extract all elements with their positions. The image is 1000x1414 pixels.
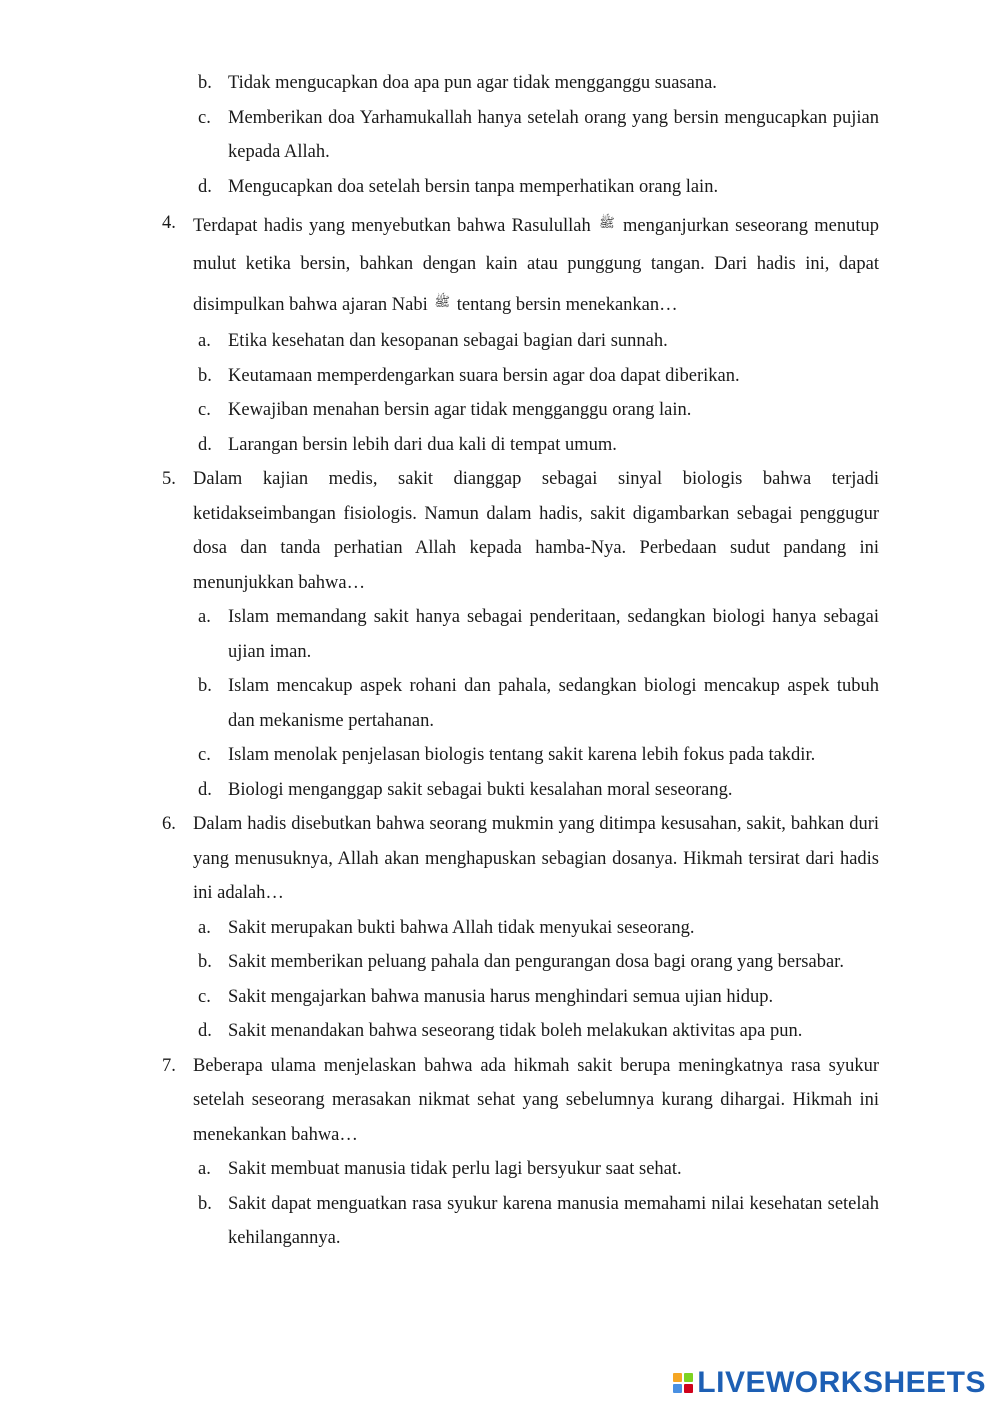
option-text: Islam menolak penjelasan biologis tentang sakit karena lebih fokus pada takdir.	[228, 745, 816, 765]
question-text: Terdapat hadis yang menyebutkan bahwa Rasulullah $^ﷺ$ menganjurkan seseorang menutup mulut ketika bersin, bahkan dengan kain atau punggung tangan. Dari hadis ini, dapat disimpulkan bahwa ajaran Nabi $^ﷺ$ tentang bersin menekankan…	[193, 215, 880, 315]
option-a	[193, 324, 879, 359]
option-label: d.	[198, 779, 212, 800]
question-text: Beberapa ulama menjelaskan bahwa ada hikmah sakit berupa meningkatnya rasa syukur setelah seseorang merasakan nikmat sehat yang sebelumnya kurang dihargai. Hikmah ini menekankan bahwa…	[193, 1055, 879, 1145]
logo-square-e	[684, 1384, 693, 1393]
option-b	[193, 669, 879, 738]
logo-square-v	[673, 1384, 682, 1393]
option-c	[193, 738, 879, 773]
continued-options	[160, 66, 879, 204]
option-label: d.	[198, 1021, 212, 1041]
option-text: Islam memandang sakit hanya sebagai penderitaan, sedangkan biologi hanya sebagai ujian iman.	[228, 607, 879, 662]
option-c	[193, 393, 879, 428]
option-label: d.	[198, 434, 212, 455]
option-label: b.	[198, 365, 212, 386]
option-a	[193, 1152, 879, 1187]
option-label: d.	[198, 176, 212, 197]
option-text: Sakit merupakan bukti bahwa Allah tidak menyukai seseorang.	[228, 917, 695, 938]
option-text: Tidak mengucapkan doa apa pun agar tidak mengganggu suasana.	[228, 73, 717, 93]
option-text: Sakit dapat menguatkan rasa syukur karena manusia memahami nilai kesehatan setelah kehilangannya.	[228, 1193, 879, 1248]
option-b	[193, 359, 879, 394]
question-text: Dalam kajian medis, sakit dianggap sebagai sinyal biologis bahwa terjadi ketidakseimbangan fisiologis. Namun dalam hadis, sakit digambarkan sebagai penggugur dosa dan tanda perhatian Allah kepada hamba-Nya. Perbedaan sudut pandang ini menunjukkan bahwa…	[193, 469, 879, 593]
option-text: Sakit menandakan bahwa seseorang tidak boleh melakukan aktivitas apa pun.	[228, 1021, 803, 1041]
option-label: c.	[198, 400, 211, 420]
option-label: b.	[198, 676, 212, 696]
liveworksheets-logo[interactable]	[673, 1366, 986, 1400]
question-number: 6.	[162, 814, 176, 834]
option-label: b.	[198, 73, 212, 93]
worksheet-content	[160, 66, 879, 1256]
option-label: a.	[198, 607, 211, 627]
option-d	[160, 170, 879, 205]
question-text: Dalam hadis disebutkan bahwa seorang mukmin yang ditimpa kesusahan, sakit, bahkan duri yang menusuknya, Allah akan menghapuskan sebagian dosanya. Hikmah tersirat dari hadis ini adalah…	[193, 814, 879, 903]
question-7	[160, 1049, 879, 1256]
option-text: Larangan bersin lebih dari dua kali di tempat umum.	[228, 434, 617, 455]
option-label: c.	[198, 986, 211, 1007]
option-text: Kewajiban menahan bersin agar tidak mengganggu orang lain.	[228, 400, 692, 420]
option-b	[193, 945, 879, 980]
option-text: Keutamaan memperdengarkan suara bersin agar doa dapat diberikan.	[228, 365, 740, 386]
option-label: b.	[198, 952, 212, 972]
option-text: Mengucapkan doa setelah bersin tanpa memperhatikan orang lain.	[228, 176, 719, 197]
question-number: 4.	[162, 213, 176, 233]
option-c	[160, 101, 879, 170]
saw-symbol: ﷺ	[599, 215, 615, 230]
option-a	[193, 600, 879, 669]
option-d	[193, 428, 879, 463]
option-b	[160, 66, 879, 101]
option-text: Biologi menganggap sakit sebagai bukti kesalahan moral seseorang.	[228, 779, 733, 800]
brand-logo-icon	[673, 1373, 693, 1393]
option-label: b.	[198, 1193, 212, 1214]
logo-square-i	[684, 1373, 693, 1382]
option-text: Sakit memberikan peluang pahala dan pengurangan dosa bagi orang yang bersabar.	[228, 952, 844, 972]
question-number: 5.	[162, 469, 176, 489]
option-text: Sakit mengajarkan bahwa manusia harus menghindari semua ujian hidup.	[228, 986, 774, 1007]
option-text: Islam mencakup aspek rohani dan pahala, sedangkan biologi mencakup aspek tubuh dan mekanisme pertahanan.	[228, 676, 879, 731]
option-d	[193, 1014, 879, 1049]
option-b	[193, 1187, 879, 1256]
option-label: a.	[198, 331, 211, 351]
option-label: c.	[198, 745, 211, 765]
option-text: Etika kesehatan dan kesopanan sebagai bagian dari sunnah.	[228, 331, 668, 351]
option-label: c.	[198, 107, 211, 128]
option-label: a.	[198, 917, 211, 938]
brand-name: LIVEWORKSHEETS	[697, 1366, 986, 1399]
question-number: 7.	[162, 1055, 176, 1076]
option-c	[193, 980, 879, 1015]
question-6	[160, 807, 879, 1049]
option-text: Memberikan doa Yarhamukallah hanya setelah orang yang bersin mengucapkan pujian kepada Allah.	[228, 107, 879, 162]
option-text: Sakit membuat manusia tidak perlu lagi bersyukur saat sehat.	[228, 1159, 682, 1179]
saw-symbol: ﷺ	[434, 294, 451, 309]
logo-square-l	[673, 1373, 682, 1382]
question-4	[160, 204, 879, 462]
option-a	[193, 911, 879, 946]
option-d	[193, 773, 879, 808]
option-label: a.	[198, 1159, 211, 1179]
question-5	[160, 462, 879, 807]
